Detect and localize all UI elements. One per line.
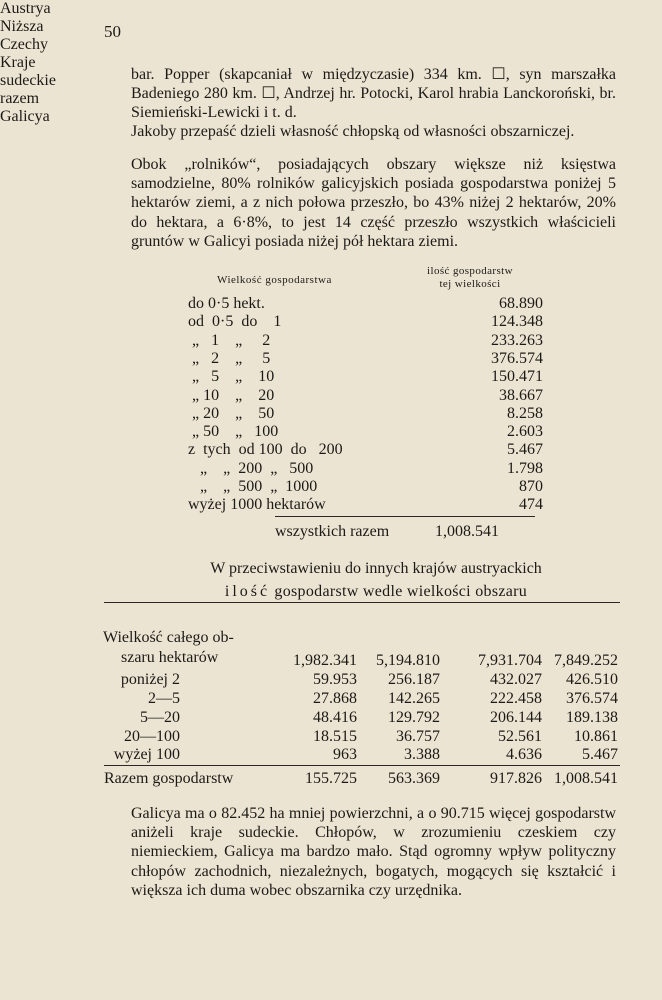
col-czechy-line1: Czechy — [0, 36, 48, 53]
table2-total-austria: 155.725 — [305, 770, 357, 787]
col-austria-line2: Niższa — [0, 18, 44, 35]
col-sudeckie-line2: sudeckie — [0, 72, 56, 89]
table2-cell-austria: 48.416 — [313, 709, 357, 726]
table1-row-label: od 0·5 do 1 — [188, 313, 282, 331]
row-header-line2: szaru hektarów — [121, 649, 219, 666]
table2-cell-austria: 18.515 — [313, 728, 357, 745]
table2-cell-czechy: 256.187 — [388, 671, 440, 688]
table1-row-value: 474 — [519, 496, 543, 514]
table1-row-value: 8.258 — [507, 404, 543, 422]
table1-row — [180, 313, 543, 332]
table2-total-sudeckie: 917.826 — [490, 770, 542, 787]
table1-row-value: 5.467 — [507, 441, 543, 459]
col-sudeckie-line1: Kraje — [0, 54, 36, 71]
table2-col-sudeckie — [0, 54, 80, 108]
table2-row-label: 2—5 — [148, 690, 180, 707]
paragraph-2: Jakoby przepaść dzieli własność chłopską od własności obszarniczej. — [131, 123, 575, 140]
table1-row-label: „ 1 „ 2 — [188, 331, 271, 349]
table2-heading-2-spaced: ilość — [224, 583, 271, 600]
table2-total-galicya: 1,008.541 — [554, 770, 618, 787]
paragraph-3: Obok „rolników“, posiadających obszary większe niż księstwa samodzielne, 80% rolników galicyjskich posiada gospodarstwa poniżej 5 hektarów ziemi, a z nich połowa przeszło, bo 43% niżej 2 hektarów, 20% do hektara, a 6·8%, to jest 14 część przeszło wszystkich właścicieli gruntów w Galicyi posiada niżej pół hektara ziemi. — [131, 156, 616, 250]
table1-total-value: 1,008.541 — [435, 523, 499, 540]
table2-cell-sudeckie: 222.458 — [490, 690, 542, 707]
table1-header-count-line1: ilość gospodarstw — [427, 265, 513, 277]
table2-cell-galicya: 376.574 — [566, 690, 618, 707]
table2-cell-sudeckie: 432.027 — [490, 671, 542, 688]
table1-row-value: 150.471 — [491, 368, 543, 386]
table1-row-label: wyżej 1000 hektarów — [188, 496, 326, 514]
table1-row-value: 870 — [519, 478, 543, 495]
table1-row — [180, 441, 543, 460]
table1-total-label: wszystkich razem — [275, 523, 390, 540]
table1-row — [180, 386, 543, 406]
table2-heading-1: W przeciwstawieniu do innych krajów austryackich — [210, 560, 542, 577]
table1-row-label: „ 2 „ 5 — [188, 349, 271, 367]
table2-cell-czechy: 129.792 — [388, 709, 440, 726]
paragraph-1: bar. Popper (skapcaniał w międzyczasie) 334 km. ☐, syn marszałka Badeniego 280 km. ☐, Andrzej hr. Potocki, Karol hrabia Lanckoroński, br. Siemieński-Lewicki i t. d. — [131, 66, 616, 122]
table1-row-label: do 0·5 hekt. — [188, 295, 265, 312]
table1-header-count — [400, 265, 540, 291]
table1-header-size: Wielkość gospodarstwa — [217, 274, 332, 286]
table2-cell-galicya: 426.510 — [566, 671, 618, 688]
table2-cell-sudeckie: 52.561 — [498, 728, 542, 745]
table2-cell-galicya: 189.138 — [566, 709, 618, 726]
table1-row-value: 38.667 — [499, 386, 543, 404]
table2-bottom-rule — [104, 765, 620, 766]
table1-row-label: „ „ 500 „ 1000 — [188, 478, 318, 495]
table1-header-count-line2: tej wielkości — [439, 278, 501, 290]
table2-col-czechy — [0, 36, 70, 54]
table1-row — [180, 295, 543, 314]
table2-cell-austria: 963 — [333, 746, 357, 763]
table2-col-galicya — [0, 108, 70, 126]
table1-row-value: 233.263 — [491, 331, 543, 349]
table1-row-label: „ 5 „ 10 — [188, 368, 275, 386]
table2-cell-austria: 1,982.341 — [293, 652, 357, 669]
table1-row — [180, 459, 543, 479]
table1-row-value: 1.798 — [507, 459, 543, 477]
table2-row-label: 20—100 — [124, 728, 180, 745]
page-number: 50 — [104, 22, 121, 41]
table1-sum-rule — [275, 516, 535, 517]
table1-row-label: z tych od 100 do 200 — [188, 441, 343, 459]
table1-row-label: „ „ 200 „ 500 — [188, 459, 314, 477]
table2-heading-2 — [131, 583, 621, 601]
table1-row — [180, 349, 543, 369]
table2-cell-czechy: 5,194.810 — [376, 652, 440, 669]
table2-cell-austria: 27.868 — [313, 690, 357, 707]
col-galicya-line1: Galicya — [0, 108, 50, 125]
table1-row-label: „ 10 „ 20 — [188, 386, 275, 404]
table2-row-label: poniżej 2 — [120, 671, 180, 688]
table1-row — [180, 478, 543, 497]
paragraph-4: Galicya ma o 82.452 ha mniej powierzchni, a o 90.715 więcej gospodarstw aniżeli kraje sudeckie. Chłopów, w zrozumieniu czeskiem czy niemieckiem, Galicya ma bardzo mało. Stąd ogromny wpływ polityczny chłopów zachodnich, niezależnych, bogatych, mogących się kształcić i większa ich duma wobec obszarnika czy urzędnika. — [131, 805, 616, 899]
table2-cell-galicya: 10.861 — [574, 728, 618, 745]
table1-row-value: 376.574 — [491, 349, 543, 367]
table1-row — [180, 496, 543, 515]
table2-cell-galicya: 5.467 — [582, 746, 618, 763]
table2-row-label: wyżej 100 — [113, 746, 180, 763]
row-header-line1: Wielkość całego ob- — [103, 629, 234, 646]
table2-cell-czechy: 142.265 — [388, 690, 440, 707]
table2-cell-austria: 59.953 — [313, 671, 357, 688]
table2-cell-sudeckie: 4.636 — [506, 746, 542, 763]
table2-col-austria — [0, 0, 70, 36]
col-austria-line1: Austrya — [0, 0, 51, 17]
table1-row-value: 2.603 — [507, 423, 543, 441]
table2-top-rule — [104, 602, 620, 603]
table2-row-header — [103, 628, 234, 668]
col-sudeckie-line3: razem — [0, 90, 40, 107]
table2-cell-sudeckie: 7,931.704 — [478, 652, 542, 669]
table1-row-label: „ 20 „ 50 — [188, 404, 275, 422]
table1-row — [180, 331, 543, 351]
table1-row-label: „ 50 „ 100 — [188, 423, 279, 441]
table2-cell-czechy: 36.757 — [396, 728, 440, 745]
table1-row-value: 68.890 — [499, 295, 543, 312]
table2-cell-sudeckie: 206.144 — [490, 709, 542, 726]
table2-cell-galicya: 7,849.252 — [554, 652, 618, 669]
table2-total-czechy: 563.369 — [388, 770, 440, 787]
table1-row-value: 124.348 — [491, 313, 543, 331]
table2-row-label: 5—20 — [140, 709, 180, 726]
table2-heading-2-rest: gospodarstw wedle wielkości obszaru — [270, 583, 528, 600]
table2-total-label: Razem gospodarstw — [104, 770, 234, 787]
table1-row — [180, 404, 543, 424]
table2-cell-czechy: 3.388 — [404, 746, 440, 763]
table1-row — [180, 368, 543, 387]
table1-row — [180, 423, 543, 442]
